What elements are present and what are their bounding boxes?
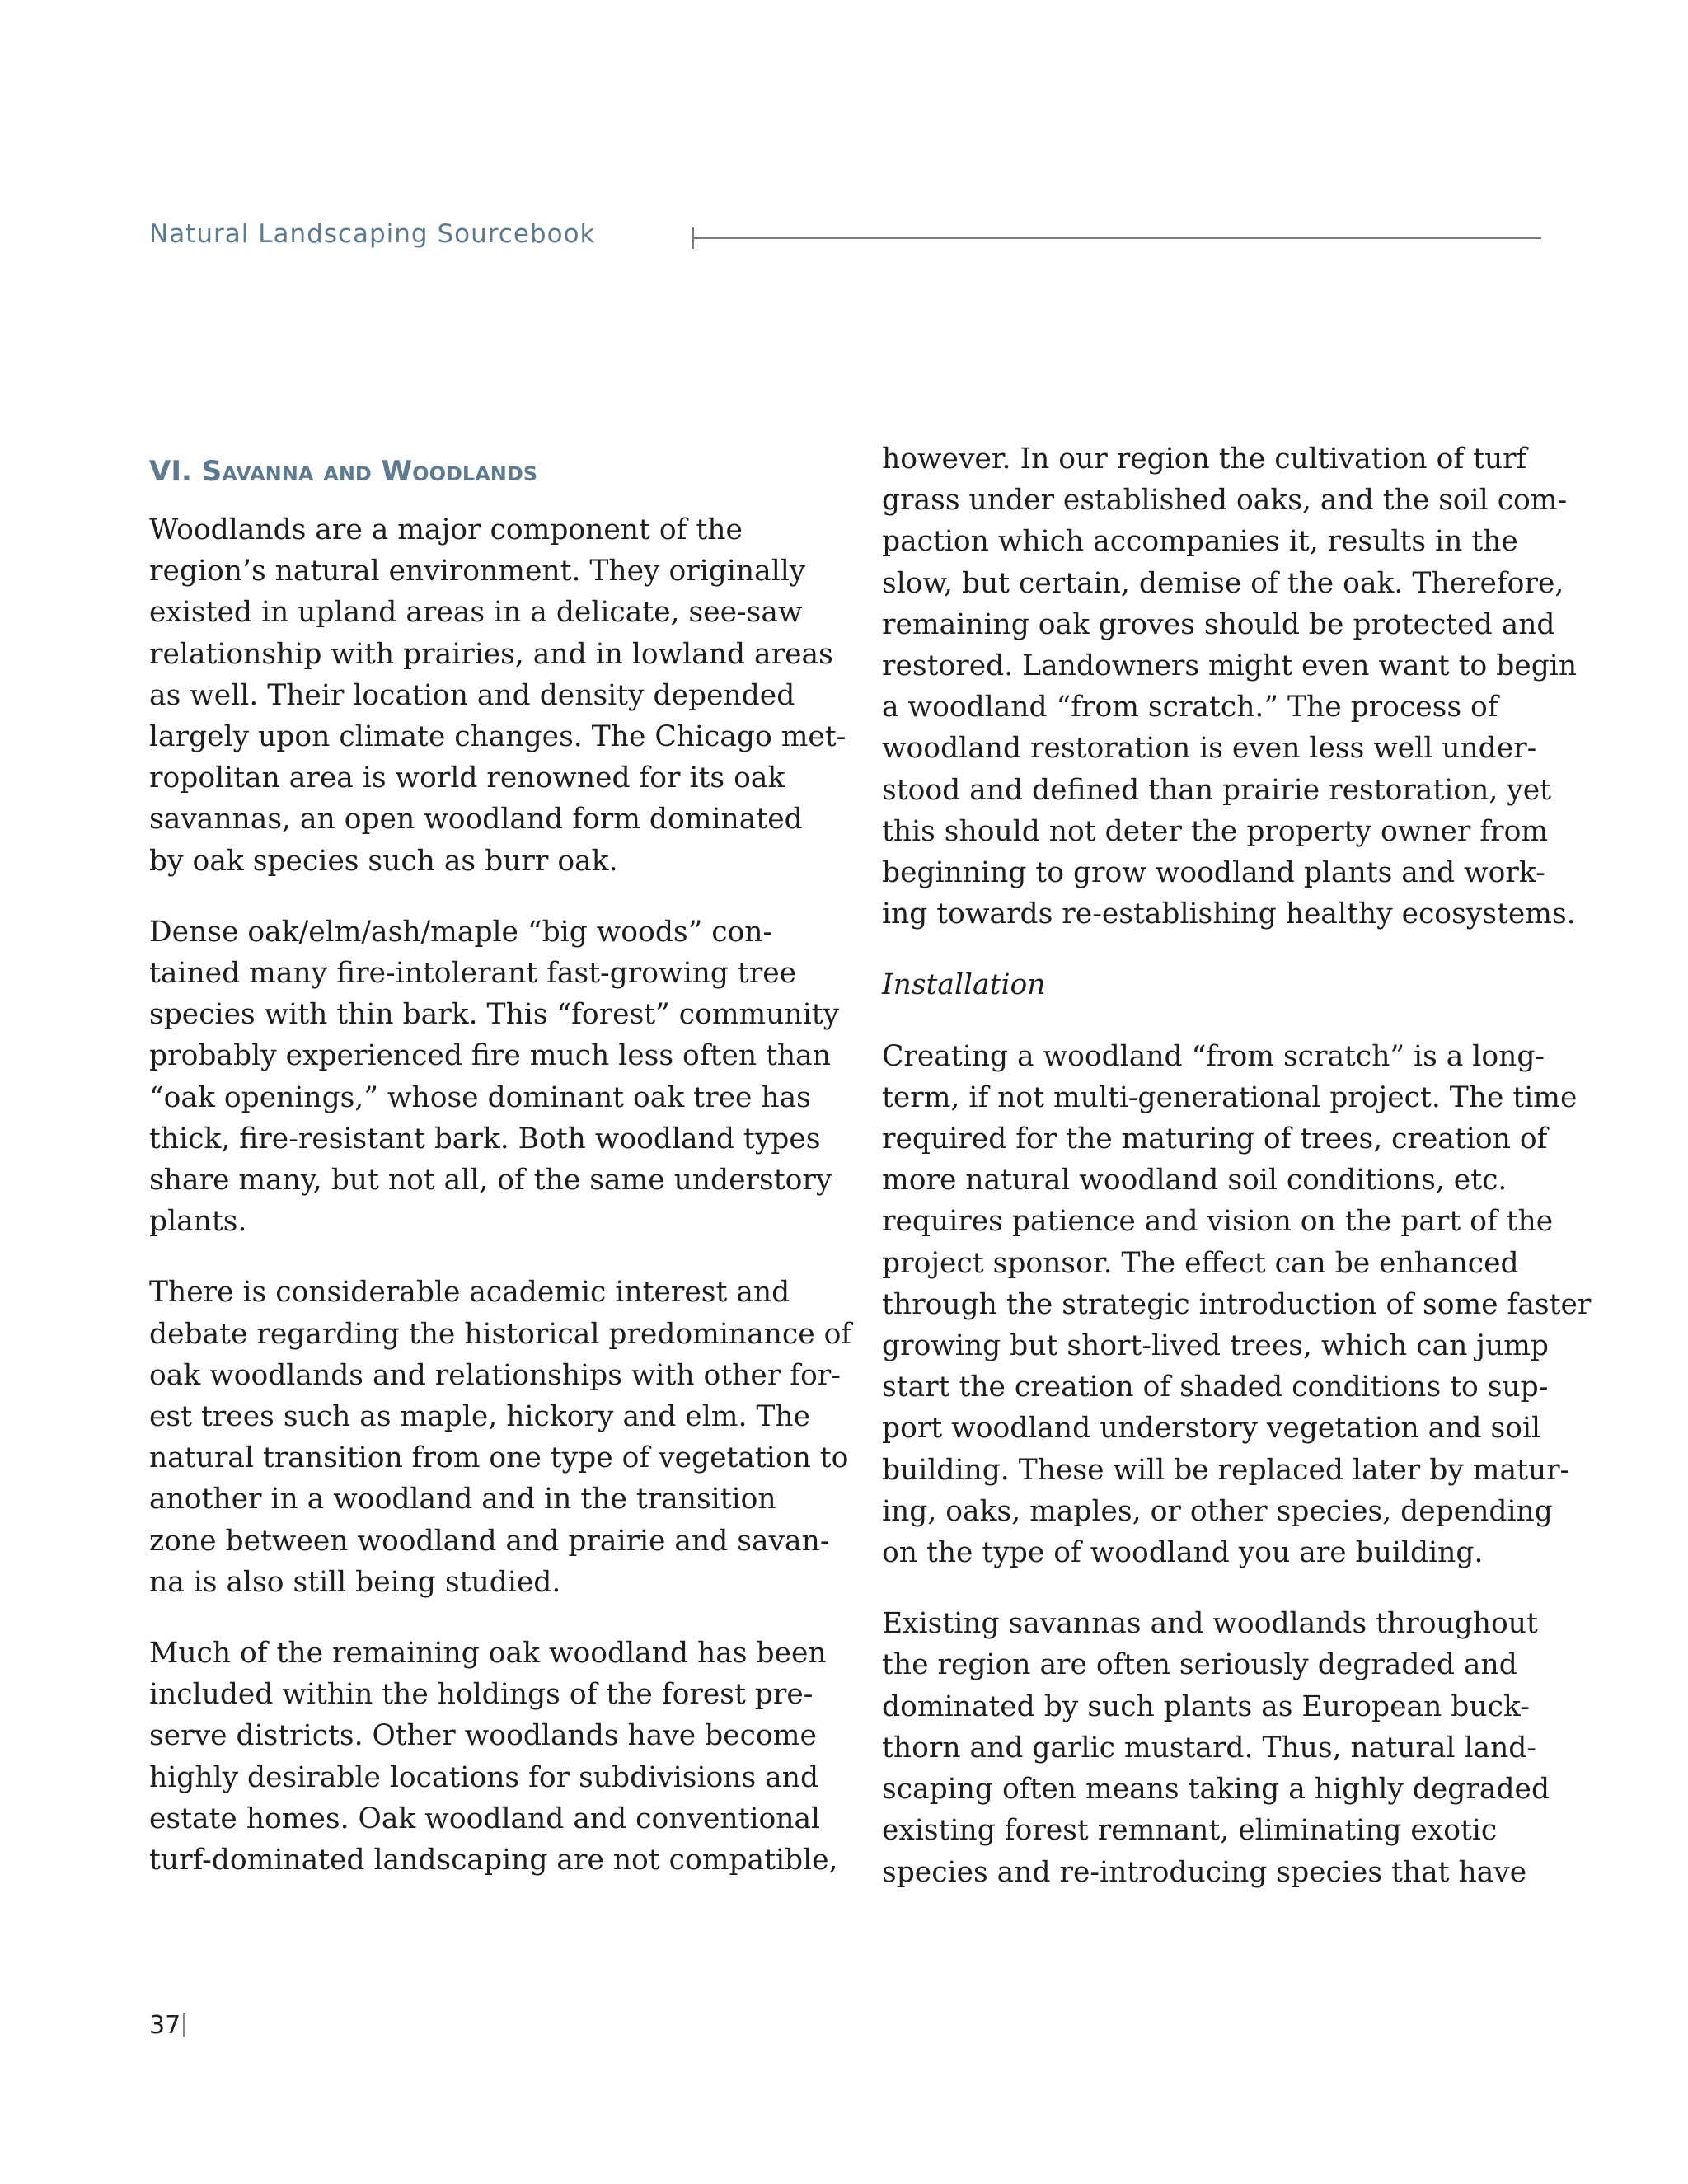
- text-line: There is considerable academic interest and: [149, 1276, 790, 1310]
- paragraph-remaining-woodland: [149, 1633, 838, 1881]
- text-line: more natural woodland soil conditions, etc.: [882, 1164, 1507, 1197]
- paragraph-big-woods: [149, 912, 840, 1243]
- text-line: highly desirable locations for subdivisions and: [149, 1760, 819, 1794]
- text-line: existing forest remnant, eliminating exotic: [882, 1814, 1498, 1848]
- paragraph-academic-interest: [149, 1272, 852, 1603]
- text-line: oak woodlands and relationships with other for-: [149, 1358, 841, 1392]
- text-line: serve districts. Other woodlands have become: [149, 1719, 817, 1753]
- text-line: stood and defined than prairie restoration, yet: [882, 773, 1552, 807]
- text-line: woodland restoration is even less well under-: [882, 732, 1537, 766]
- text-line: another in a woodland and in the transition: [149, 1483, 776, 1516]
- text-line: the region are often seriously degraded and: [882, 1648, 1517, 1682]
- paragraph-creating-woodland: [882, 1036, 1592, 1574]
- text-line: thorn and garlic mustard. Thus, natural land-: [882, 1731, 1537, 1765]
- text-line: share many, but not all, of the same understory: [149, 1164, 832, 1197]
- page-number-rule: [183, 2013, 185, 2037]
- text-line: port woodland understory vegetation and soil: [882, 1412, 1541, 1446]
- text-line: ropolitan area is world renowned for its oak: [149, 762, 785, 795]
- text-line: dominated by such plants as European buck-: [882, 1690, 1530, 1723]
- text-line: turf-dominated landscaping are not compatible,: [149, 1844, 838, 1877]
- text-line: project sponsor. The effect can be enhanced: [882, 1246, 1519, 1280]
- text-line: through the strategic introduction of some faster: [882, 1287, 1592, 1321]
- section-title: VI. Savanna and Woodlands: [149, 455, 538, 488]
- text-line: “oak openings,” whose dominant oak tree has: [149, 1080, 811, 1114]
- paragraph-existing-savannas: [882, 1603, 1550, 1892]
- text-line: largely upon climate changes. The Chicago met-: [149, 720, 846, 754]
- text-line: Creating a woodland “from scratch” is a long-: [882, 1039, 1545, 1073]
- text-line: Dense oak/elm/ash/maple “big woods” con-: [149, 915, 773, 949]
- text-line: however. In our region the cultivation of turf: [882, 443, 1527, 476]
- text-line: species with thin bark. This “forest” community: [149, 998, 840, 1032]
- text-line: na is also still being studied.: [149, 1565, 561, 1599]
- text-line: a woodland “from scratch.” The process of: [882, 691, 1498, 724]
- text-line: restored. Landowners might even want to begin: [882, 649, 1578, 683]
- text-line: beginning to grow woodland plants and work-: [882, 856, 1545, 890]
- text-line: term, if not multi-generational project. The time: [882, 1080, 1578, 1114]
- subheading-installation: Installation: [882, 968, 1046, 1002]
- text-line: this should not deter the property owner from: [882, 814, 1549, 848]
- text-line: natural transition from one type of vegetation to: [149, 1441, 849, 1475]
- text-line: by oak species such as burr oak.: [149, 844, 618, 878]
- text-line: paction which accompanies it, results in the: [882, 525, 1518, 559]
- text-line: Much of the remaining oak woodland has been: [149, 1637, 827, 1671]
- text-line: remaining oak groves should be protected and: [882, 607, 1555, 641]
- text-line: grass under established oaks, and the soil com-: [882, 484, 1568, 518]
- text-line: scaping often means taking a highly degraded: [882, 1773, 1550, 1807]
- left-column: [149, 437, 852, 1910]
- text-line: probably experienced fire much less often than: [149, 1039, 831, 1073]
- text-line: tained many fire-intolerant fast-growing tree: [149, 957, 797, 991]
- text-line: ing, oaks, maples, or other species, depending: [882, 1494, 1553, 1528]
- text-line: on the type of woodland you are building.: [882, 1536, 1484, 1570]
- text-line: ing towards re-establishing healthy ecosystems.: [882, 898, 1576, 931]
- text-line: savannas, an open woodland form dominated: [149, 803, 803, 837]
- text-line: thick, fire-resistant bark. Both woodland types: [149, 1122, 821, 1155]
- running-header-title: Natural Landscaping Sourcebook: [149, 219, 596, 249]
- text-line: existed in upland areas in a delicate, see-saw: [149, 596, 803, 630]
- text-line: building. These will be replaced later by matur-: [882, 1453, 1570, 1487]
- text-line: relationship with prairies, and in lowland areas: [149, 637, 833, 671]
- text-line: Woodlands are a major component of the: [149, 513, 743, 546]
- text-line: species and re-introducing species that have: [882, 1855, 1527, 1889]
- text-line: required for the maturing of trees, creation of: [882, 1122, 1548, 1156]
- text-line: Existing savannas and woodlands throughout: [882, 1607, 1538, 1641]
- text-line: plants.: [149, 1205, 247, 1239]
- right-column: [882, 438, 1592, 1923]
- header-rule: [692, 237, 1541, 239]
- text-line: debate regarding the historical predominance of: [149, 1317, 852, 1351]
- text-line: as well. Their location and density depended: [149, 678, 795, 712]
- text-line: estate homes. Oak woodland and conventional: [149, 1802, 821, 1835]
- text-line: est trees such as maple, hickory and elm. The: [149, 1400, 811, 1434]
- text-line: region’s natural environment. They originally: [149, 555, 806, 588]
- text-line: start the creation of shaded conditions to sup-: [882, 1371, 1549, 1404]
- text-line: slow, but certain, demise of the oak. Therefore,: [882, 566, 1564, 600]
- text-line: requires patience and vision on the part of the: [882, 1205, 1554, 1239]
- text-line: zone between woodland and prairie and savan-: [149, 1524, 830, 1558]
- text-line: included within the holdings of the forest pre-: [149, 1678, 814, 1712]
- text-line: growing but short-lived trees, which can jump: [882, 1329, 1549, 1363]
- paragraph-woodlands-intro: [149, 509, 846, 882]
- page-number: 37: [149, 2011, 181, 2040]
- paragraph-turf-oaks: [882, 438, 1578, 935]
